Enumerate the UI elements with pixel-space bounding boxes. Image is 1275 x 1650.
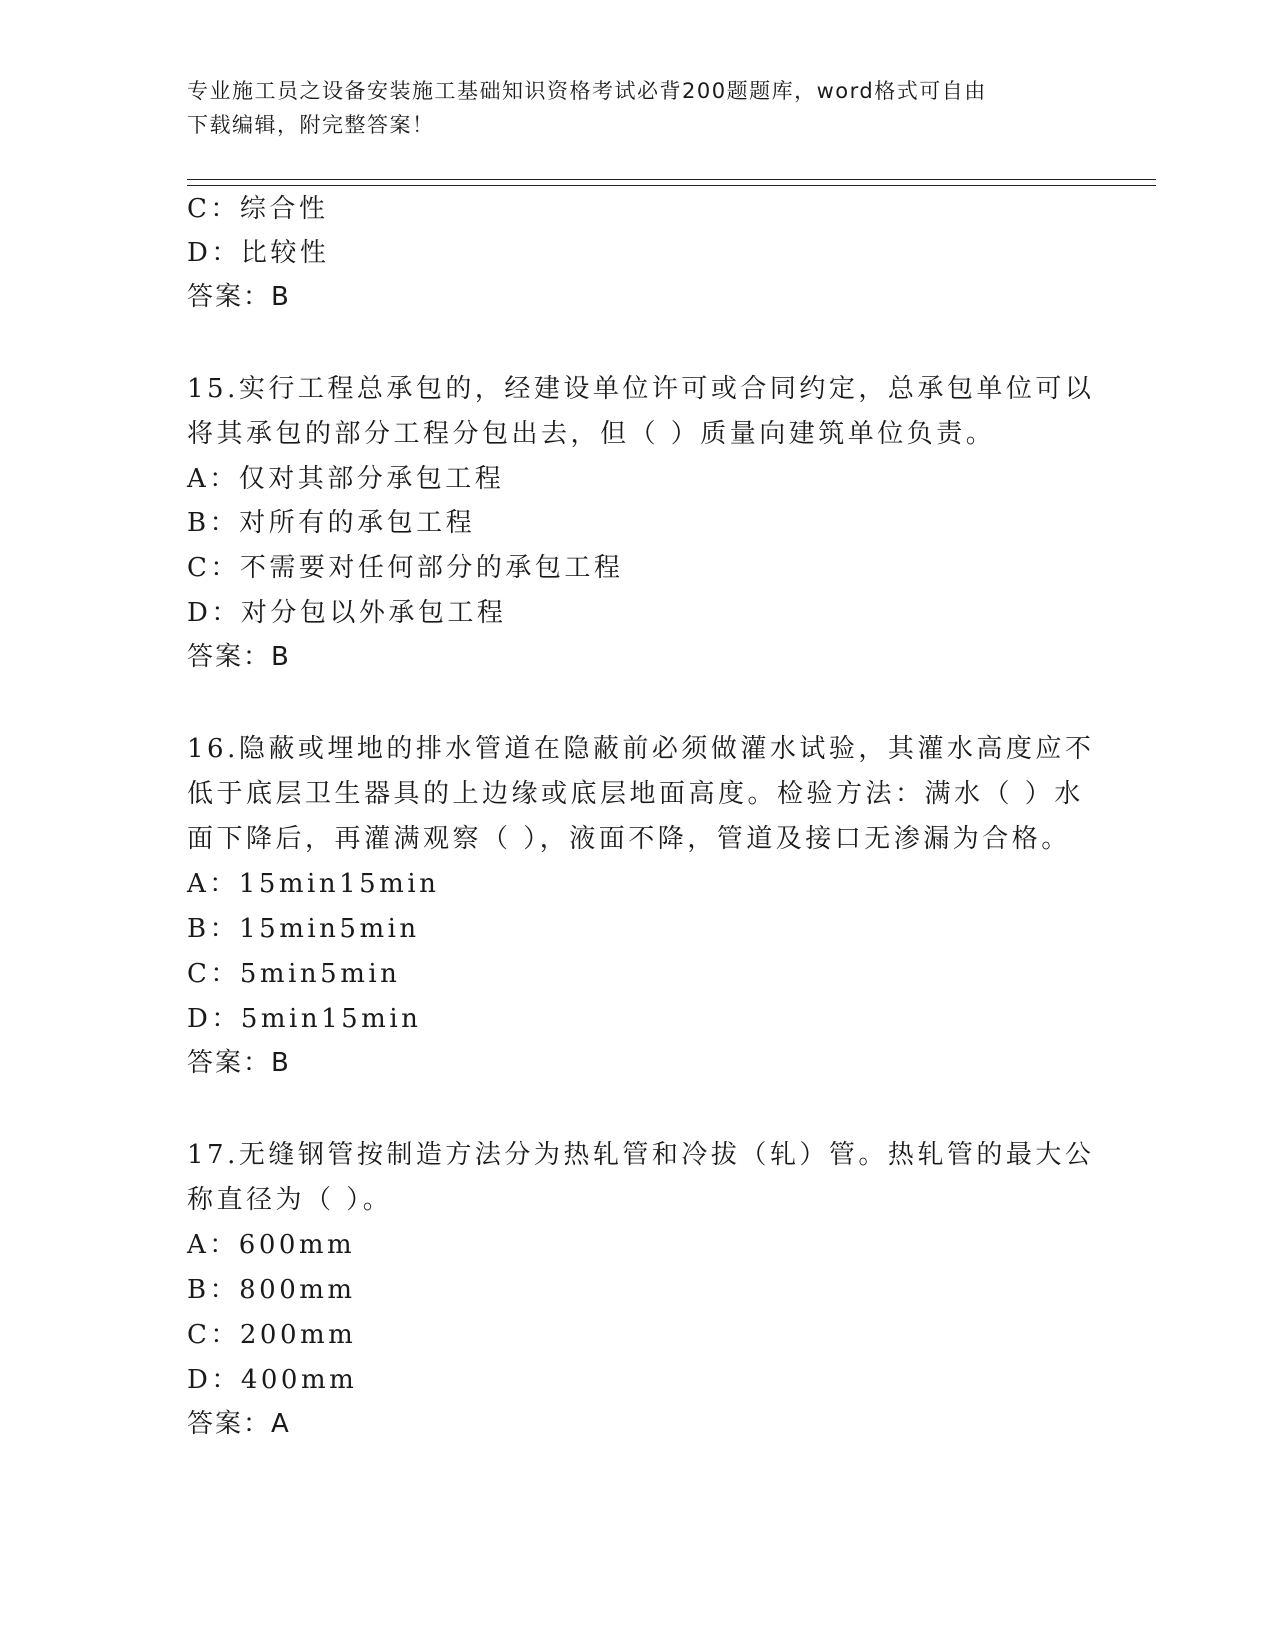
q16-option-a: A：15min15min: [187, 869, 440, 899]
q17-option-c: C：200mm: [187, 1320, 357, 1350]
q16-stem-line-3: 面下降后，再灌满观察（ ），液面不降，管道及接口无渗漏为合格。: [187, 824, 1071, 854]
q15-option-d: D：对分包以外承包工程: [187, 598, 507, 628]
header-line-1: 专业施工员之设备安装施工基础知识资格考试必背200题题库，word格式可自由: [187, 79, 987, 103]
q16-option-c: C：5min5min: [187, 959, 401, 989]
q16-option-d: D：5min15min: [187, 1004, 422, 1034]
q15-answer: 答案：B: [187, 642, 291, 672]
q14-answer: 答案：B: [187, 282, 291, 312]
q17-stem-line-1: 17.无缝钢管按制造方法分为热轧管和冷拔（轧）管。热轧管的最大公: [187, 1140, 1095, 1170]
q14-option-d: D：比较性: [187, 238, 330, 268]
q17-option-d: D：400mm: [187, 1365, 358, 1395]
q17-answer: 答案：A: [187, 1409, 291, 1439]
q15-option-a: A：仅对其部分承包工程: [187, 464, 505, 494]
q17-option-a: A：600mm: [187, 1230, 356, 1260]
q16-stem-line-2: 低于底层卫生器具的上边缘或底层地面高度。检验方法：满水（ ）水: [187, 779, 1084, 809]
q16-stem-line-1: 16.隐蔽或埋地的排水管道在隐蔽前必须做灌水试验，其灌水高度应不: [187, 734, 1095, 764]
q15-stem-line-1: 15.实行工程总承包的，经建设单位许可或合同约定，总承包单位可以: [187, 374, 1095, 404]
q14-option-c: C：综合性: [187, 194, 329, 224]
q16-answer: 答案：B: [187, 1048, 291, 1078]
header-divider-bottom: [187, 185, 1156, 186]
q15-option-c: C：不需要对任何部分的承包工程: [187, 553, 624, 583]
q15-option-b: B：对所有的承包工程: [187, 508, 476, 538]
document-header: [187, 74, 1087, 142]
q15-stem-line-2: 将其承包的部分工程分包出去，但（ ）质量向建筑单位负责。: [187, 419, 996, 449]
header-line-2: 下载编辑，附完整答案！: [187, 113, 435, 137]
q17-option-b: B：800mm: [187, 1275, 356, 1305]
header-divider-top: [187, 179, 1156, 180]
q16-option-b: B：15min5min: [187, 914, 420, 944]
q17-stem-line-2: 称直径为（ ）。: [187, 1185, 393, 1215]
